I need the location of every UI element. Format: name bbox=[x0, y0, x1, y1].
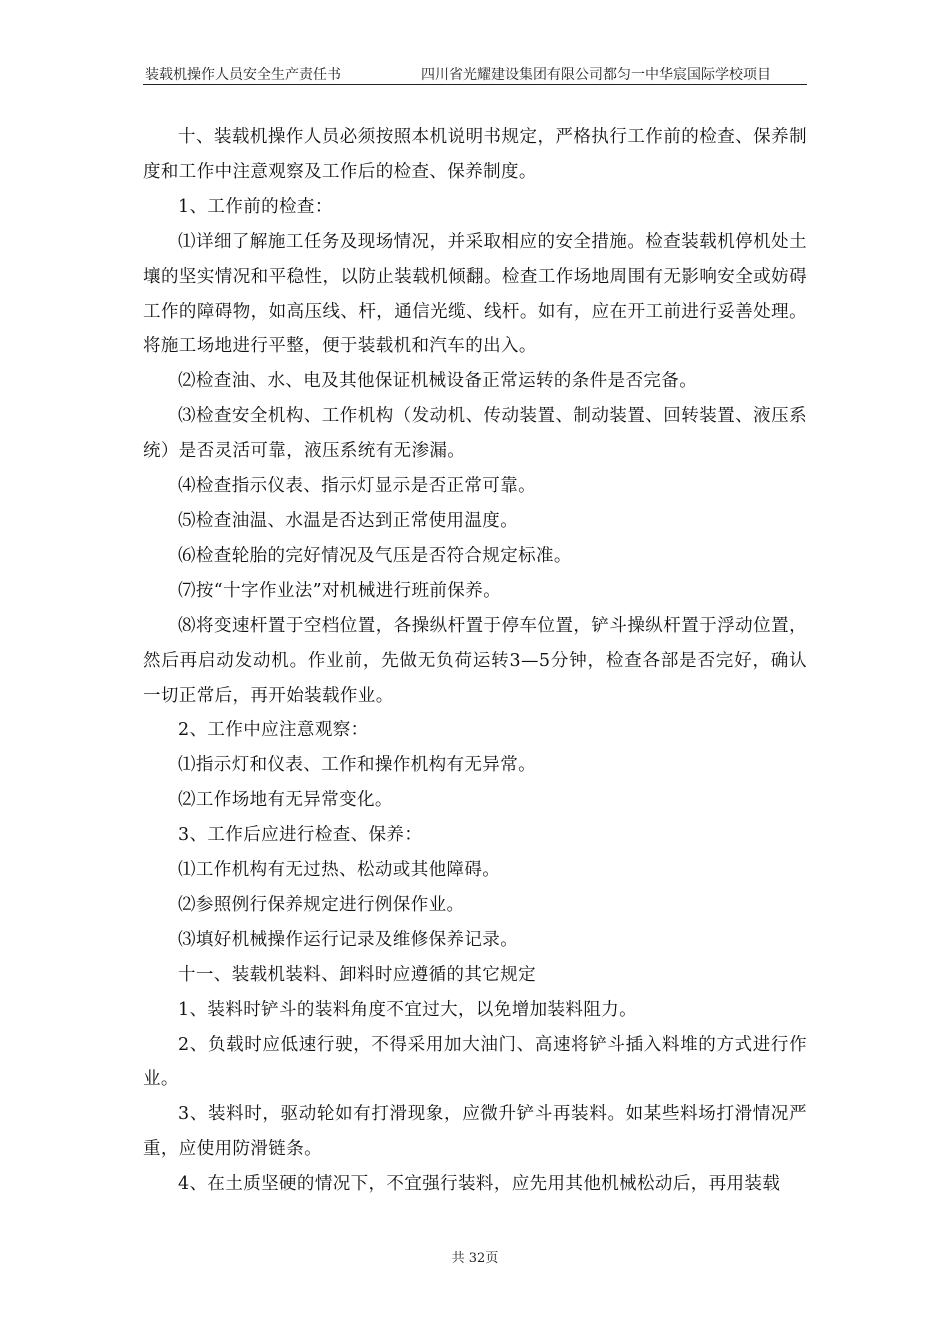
header-title-left: 装载机操作人员安全生产责任书 bbox=[145, 67, 341, 83]
paragraph: 3、工作后应进行检查、保养： bbox=[178, 825, 423, 846]
page-footer: 共 32页 bbox=[451, 1251, 499, 1266]
header-divider bbox=[143, 84, 807, 85]
document-body bbox=[143, 120, 807, 1202]
paragraph: 十、装载机操作人员必须按照本机说明书规定，严格执行工作前的检查、保养制度和工作中注意观察及工作后的检查、保养制度。 bbox=[143, 127, 807, 182]
paragraph: ⑸检查油温、水温是否达到正常使用温度。 bbox=[178, 510, 519, 531]
paragraph: ⑻将变速杆置于空档位置，各操纵杆置于停车位置，铲斗操纵杆置于浮动位置，然后再启动发动机。作业前，先做无负荷运转3—5分钟，检查各部是否完好，确认一切正常后，再开始装载作业。 bbox=[143, 615, 807, 706]
paragraph: ⑶检查安全机构、工作机构（发动机、传动装置、制动装置、回转装置、液压系统）是否灵活可靠，液压系统有无渗漏。 bbox=[143, 406, 807, 462]
paragraph: ⑶填好机械操作运行记录及维修保养记录。 bbox=[178, 929, 519, 950]
paragraph: 4、在土质坚硬的情况下，不宜强行装料，应先用其他机械松动后，再用装载 bbox=[178, 1174, 781, 1195]
paragraph: ⑴详细了解施工任务及现场情况，并采取相应的安全措施。检查装载机停机处土壤的坚实情况和平稳性，以防止装载机倾翻。检查工作场地周围有无影响安全或妨碍工作的障碍物，如高压线、杆，通信光缆、线杆。如有，应在开工前进行妥善处理。将施工场地进行平整，便于装载机和汽车的出入。 bbox=[143, 231, 807, 357]
paragraph: ⑹检查轮胎的完好情况及气压是否符合规定标准。 bbox=[178, 545, 572, 566]
paragraph: ⑺按“十字作业法”对机械进行班前保养。 bbox=[178, 580, 501, 601]
paragraph: 1、装料时铲斗的装料角度不宜过大，以免增加装料阻力。 bbox=[178, 999, 638, 1020]
paragraph: ⑴指示灯和仪表、工作和操作机构有无异常。 bbox=[178, 755, 536, 776]
page-header bbox=[143, 62, 807, 84]
paragraph: 1、工作前的检查： bbox=[178, 196, 333, 217]
paragraph: ⑴工作机构有无过热、松动或其他障碍。 bbox=[178, 860, 501, 881]
paragraph: 十一、装载机装料、卸料时应遵循的其它规定 bbox=[178, 964, 536, 985]
paragraph: 2、负载时应低速行驶，不得采用加大油门、高速将铲斗插入料堆的方式进行作业。 bbox=[143, 1034, 807, 1090]
paragraph: ⑵工作场地有无异常变化。 bbox=[178, 790, 393, 811]
header-title-right: 四川省光耀建设集团有限公司都匀一中华宸国际学校项目 bbox=[421, 67, 771, 83]
paragraph: 3、装料时，驱动轮如有打滑现象，应微升铲斗再装料。如某些料场打滑情况严重，应使用防滑链条。 bbox=[143, 1104, 807, 1160]
paragraph: ⑷检查指示仪表、指示灯显示是否正常可靠。 bbox=[178, 476, 536, 497]
paragraph: ⑵检查油、水、电及其他保证机械设备正常运转的条件是否完备。 bbox=[178, 371, 698, 392]
paragraph: ⑵参照例行保养规定进行例保作业。 bbox=[178, 894, 465, 915]
paragraph: 2、工作中应注意观察： bbox=[178, 720, 369, 741]
